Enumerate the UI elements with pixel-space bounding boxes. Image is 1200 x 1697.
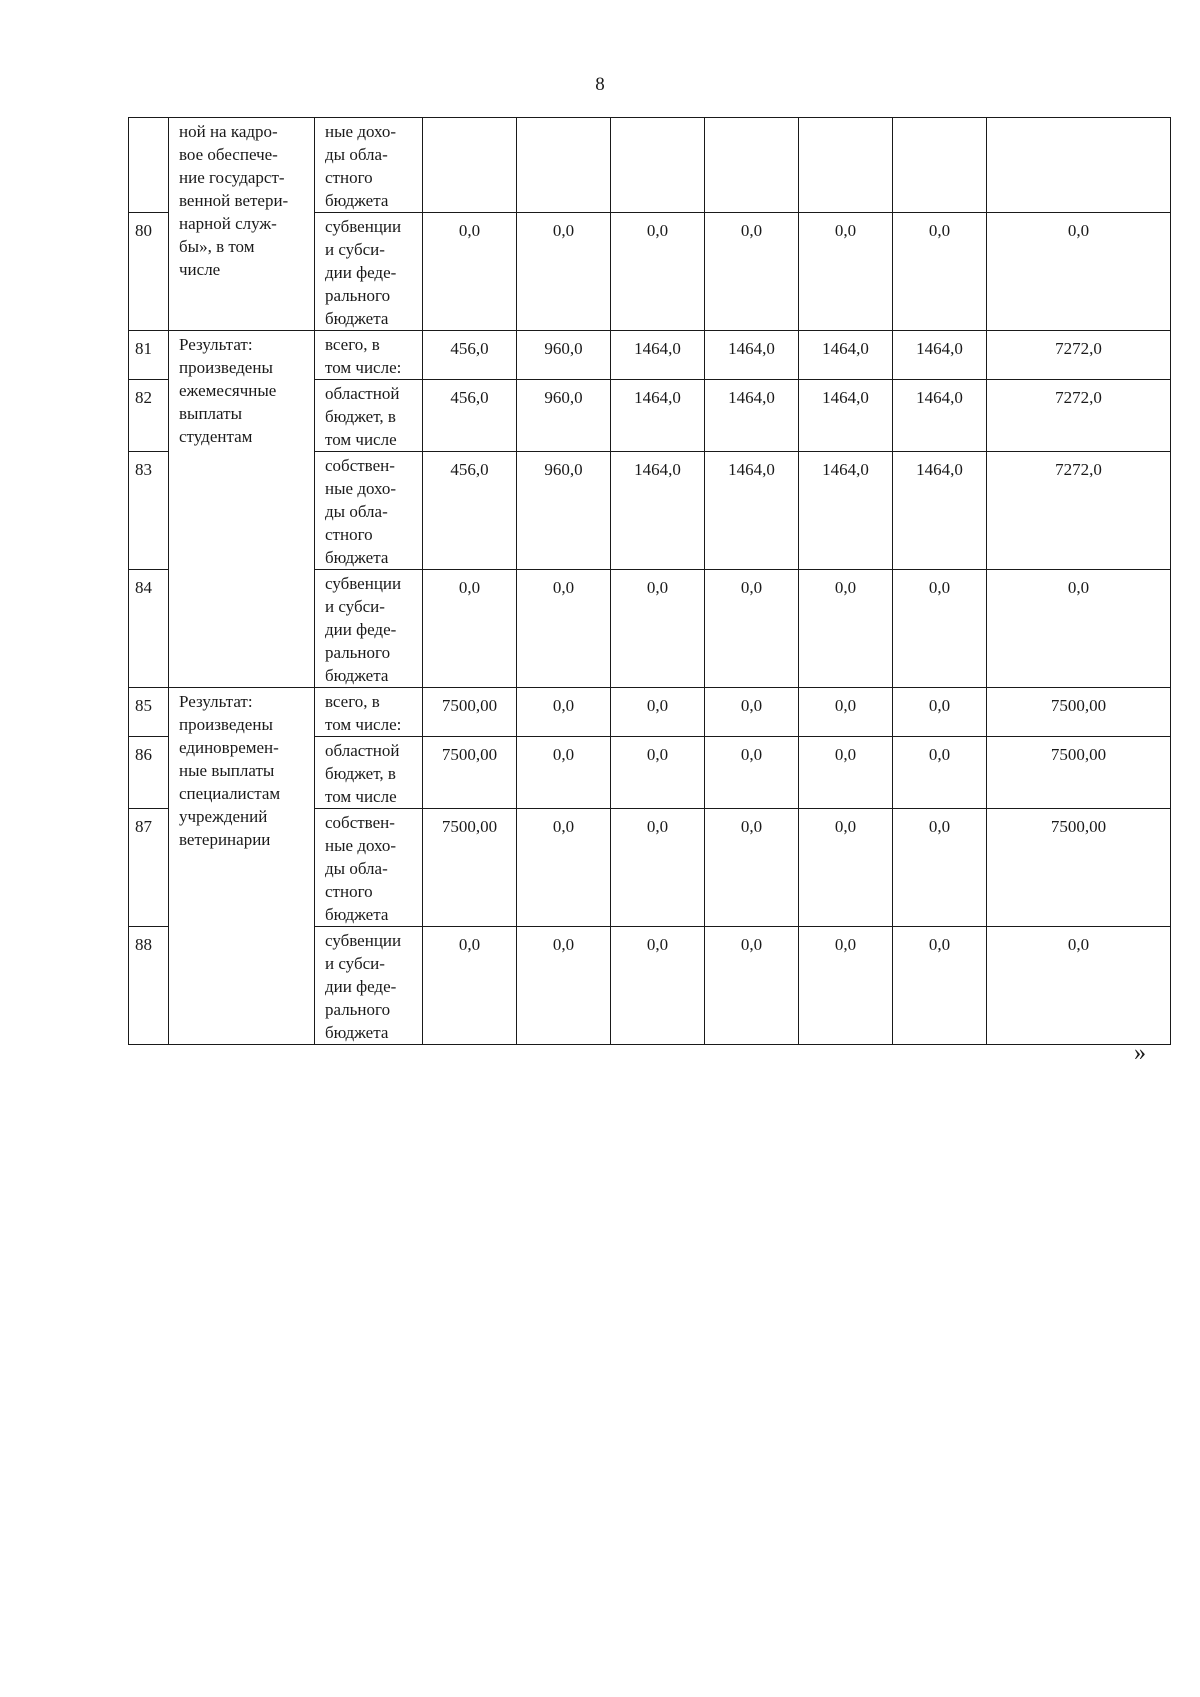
value-cell: 7500,00 <box>423 688 517 737</box>
value-cell: 960,0 <box>517 380 611 452</box>
value-cell: 0,0 <box>799 570 893 688</box>
table-row <box>129 331 1171 380</box>
value-cell: 7272,0 <box>987 331 1171 380</box>
value-cell: 1464,0 <box>705 380 799 452</box>
funding-source: собствен- ные дохо- ды обла- стного бюджета <box>315 452 423 570</box>
funding-source: областной бюджет, в том числе <box>315 380 423 452</box>
value-cell <box>517 118 611 213</box>
value-cell: 7500,00 <box>987 809 1171 927</box>
row-number: 80 <box>129 213 169 331</box>
value-cell: 0,0 <box>517 809 611 927</box>
row-number: 81 <box>129 331 169 380</box>
value-cell: 0,0 <box>799 927 893 1045</box>
row-number <box>129 118 169 213</box>
value-cell: 456,0 <box>423 331 517 380</box>
funding-source: областной бюджет, в том числе <box>315 737 423 809</box>
funding-source: собствен- ные дохо- ды обла- стного бюджета <box>315 809 423 927</box>
value-cell: 1464,0 <box>705 452 799 570</box>
value-cell: 0,0 <box>423 570 517 688</box>
value-cell: 0,0 <box>893 809 987 927</box>
value-cell: 0,0 <box>611 213 705 331</box>
page-number: 8 <box>595 74 605 95</box>
funding-source: субвенции и субси- дии феде- рального бюджета <box>315 213 423 331</box>
value-cell: 0,0 <box>893 927 987 1045</box>
value-cell: 456,0 <box>423 452 517 570</box>
value-cell: 0,0 <box>799 688 893 737</box>
value-cell: 0,0 <box>611 737 705 809</box>
row-number: 82 <box>129 380 169 452</box>
value-cell: 0,0 <box>611 927 705 1045</box>
value-cell: 960,0 <box>517 452 611 570</box>
value-cell: 0,0 <box>517 688 611 737</box>
value-cell: 1464,0 <box>799 331 893 380</box>
value-cell: 456,0 <box>423 380 517 452</box>
value-cell <box>705 118 799 213</box>
value-cell: 0,0 <box>705 737 799 809</box>
row-number: 83 <box>129 452 169 570</box>
row-number: 86 <box>129 737 169 809</box>
value-cell: 1464,0 <box>799 380 893 452</box>
funding-source: субвенции и субси- дии феде- рального бюджета <box>315 927 423 1045</box>
value-cell: 0,0 <box>987 927 1171 1045</box>
value-cell: 7500,00 <box>987 688 1171 737</box>
value-cell: 0,0 <box>517 570 611 688</box>
value-cell: 1464,0 <box>799 452 893 570</box>
value-cell <box>423 118 517 213</box>
value-cell <box>987 118 1171 213</box>
value-cell: 1464,0 <box>893 331 987 380</box>
row-number: 87 <box>129 809 169 927</box>
value-cell: 0,0 <box>517 927 611 1045</box>
row-number: 85 <box>129 688 169 737</box>
row-number: 88 <box>129 927 169 1045</box>
value-cell: 960,0 <box>517 331 611 380</box>
funding-source: всего, в том числе: <box>315 331 423 380</box>
value-cell: 0,0 <box>799 213 893 331</box>
budget-table <box>128 117 1171 1045</box>
value-cell: 0,0 <box>893 688 987 737</box>
value-cell: 0,0 <box>893 213 987 331</box>
value-cell: 0,0 <box>705 570 799 688</box>
value-cell: 7500,00 <box>423 809 517 927</box>
value-cell: 0,0 <box>987 570 1171 688</box>
value-cell: 0,0 <box>423 927 517 1045</box>
funding-source: субвенции и субси- дии феде- рального бюджета <box>315 570 423 688</box>
value-cell: 1464,0 <box>705 331 799 380</box>
value-cell: 7500,00 <box>987 737 1171 809</box>
value-cell: 7272,0 <box>987 452 1171 570</box>
value-cell: 0,0 <box>799 737 893 809</box>
value-cell: 0,0 <box>705 213 799 331</box>
table-row <box>129 118 1171 213</box>
value-cell: 1464,0 <box>893 380 987 452</box>
table-row <box>129 688 1171 737</box>
value-cell: 0,0 <box>611 688 705 737</box>
funding-source: всего, в том числе: <box>315 688 423 737</box>
value-cell: 1464,0 <box>611 380 705 452</box>
value-cell: 0,0 <box>893 737 987 809</box>
value-cell: 0,0 <box>611 570 705 688</box>
value-cell: 0,0 <box>517 737 611 809</box>
row-number: 84 <box>129 570 169 688</box>
funding-source: ные дохо- ды обла- стного бюджета <box>315 118 423 213</box>
value-cell: 7500,00 <box>423 737 517 809</box>
value-cell: 0,0 <box>423 213 517 331</box>
value-cell: 0,0 <box>893 570 987 688</box>
row-description: Результат: произведены ежемесячные выплаты студентам <box>169 331 315 688</box>
value-cell: 1464,0 <box>611 452 705 570</box>
value-cell: 0,0 <box>705 809 799 927</box>
value-cell: 1464,0 <box>893 452 987 570</box>
row-description: ной на кадро- вое обеспече- ние государст- венной ветери- нарной служ- бы», в том числе <box>169 118 315 331</box>
value-cell: 0,0 <box>611 809 705 927</box>
value-cell: 0,0 <box>517 213 611 331</box>
value-cell: 0,0 <box>799 809 893 927</box>
value-cell <box>893 118 987 213</box>
value-cell: 0,0 <box>705 688 799 737</box>
value-cell <box>611 118 705 213</box>
value-cell <box>799 118 893 213</box>
value-cell: 0,0 <box>705 927 799 1045</box>
value-cell: 7272,0 <box>987 380 1171 452</box>
value-cell: 0,0 <box>987 213 1171 331</box>
value-cell: 1464,0 <box>611 331 705 380</box>
closing-quote: » <box>1134 1040 1146 1066</box>
row-description: Результат: произведены единовремен- ные выплаты специалистам учреждений ветеринарии <box>169 688 315 1045</box>
